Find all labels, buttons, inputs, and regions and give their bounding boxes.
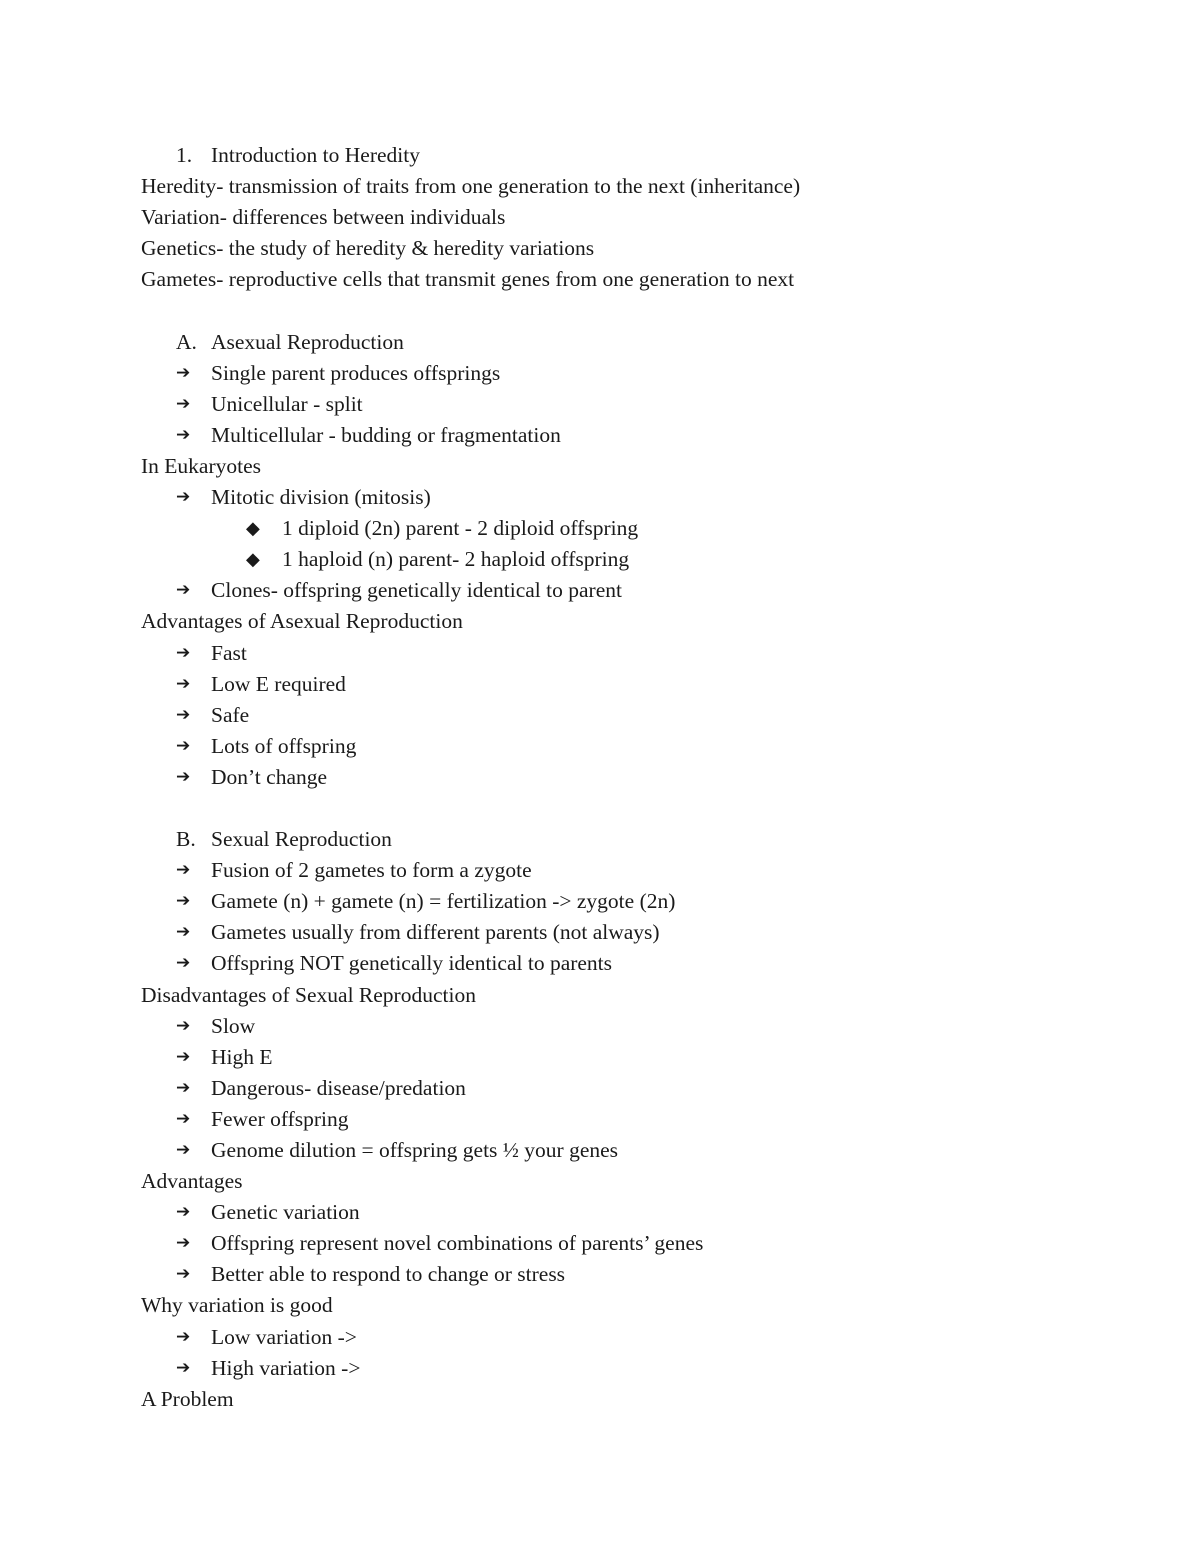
list-item: [0, 762, 1200, 793]
list-item: [0, 1073, 1200, 1104]
list-item: [0, 1135, 1200, 1166]
arrow-bullet-icon: ➔: [176, 1077, 191, 1098]
arrow-bullet-icon: ➔: [176, 1046, 191, 1067]
list-item-text: Mitotic division (mitosis): [211, 485, 431, 510]
arrow-bullet-icon: ➔: [176, 735, 191, 756]
list-item: [0, 917, 1200, 948]
arrow-bullet-icon: ➔: [176, 891, 191, 912]
arrow-bullet-icon: ➔: [176, 766, 191, 787]
list-item-text: Single parent produces offsprings: [211, 360, 501, 385]
list-item-text: High E: [211, 1044, 273, 1069]
list-item: [0, 1042, 1200, 1073]
arrow-bullet-icon: ➔: [176, 1264, 191, 1285]
text-line: Variation- differences between individuals: [141, 205, 506, 230]
arrow-bullet-icon: ➔: [176, 1326, 191, 1347]
list-item-text: 1 haploid (n) parent- 2 haploid offspring: [282, 547, 630, 572]
list-item-text: Introduction to Heredity: [211, 143, 420, 167]
list-item-text: Asexual Reproduction: [211, 329, 404, 354]
text-line: Gametes- reproductive cells that transmit genes from one generation to next: [141, 267, 795, 292]
list-item-text: Low E required: [211, 671, 346, 696]
list-item-text: Fusion of 2 gametes to form a zygote: [211, 858, 532, 883]
text-line: Advantages: [141, 1169, 243, 1194]
list-item: [0, 575, 1200, 606]
arrow-bullet-icon: ➔: [176, 953, 191, 974]
arrow-bullet-icon: ➔: [176, 673, 191, 694]
list-item: [0, 482, 1200, 513]
list-item: [0, 855, 1200, 886]
text-line: Why variation is good: [141, 1293, 333, 1318]
arrow-bullet-icon: ➔: [176, 1140, 191, 1160]
arrow-bullet-icon: ➔: [176, 1202, 191, 1223]
list-item-text: Unicellular - split: [211, 391, 363, 416]
blank-line: [0, 793, 1200, 824]
list-item-text: Gamete (n) + gamete (n) = fertilization -> zygote (2n): [211, 889, 676, 914]
text-line: In Eukaryotes: [141, 453, 262, 478]
list-item-text: Slow: [211, 1013, 256, 1038]
blank-line: [0, 295, 1200, 326]
list-item-text: Safe: [211, 702, 250, 727]
arrow-bullet-icon: ➔: [176, 580, 191, 601]
arrow-bullet-icon: ➔: [176, 704, 191, 725]
diamond-bullet-icon: ◆: [246, 549, 260, 570]
list-item-text: Low variation ->: [211, 1324, 357, 1349]
list-item: [0, 1353, 1200, 1384]
list-item: [0, 513, 1200, 544]
section-heading: [0, 140, 1200, 171]
list-item-text: Gametes usually from different parents (not always): [211, 920, 660, 945]
arrow-bullet-icon: ➔: [176, 393, 191, 414]
list-item-text: Clones- offspring genetically identical to parent: [211, 578, 622, 603]
list-item: [0, 544, 1200, 575]
list-number: A.: [176, 329, 197, 354]
list-item: [0, 1259, 1200, 1290]
list-item: [0, 638, 1200, 669]
text-line: A Problem: [141, 1386, 234, 1411]
list-item-text: Genetic variation: [211, 1200, 360, 1225]
list-item: [0, 700, 1200, 731]
arrow-bullet-icon: ➔: [176, 642, 191, 663]
arrow-bullet-icon: ➔: [176, 487, 191, 508]
list-item-text: Multicellular - budding or fragmentation: [211, 422, 561, 447]
text-line: Heredity- transmission of traits from one generation to the next (inheritance): [141, 174, 801, 199]
arrow-bullet-icon: ➔: [176, 424, 191, 445]
list-number: 1.: [176, 143, 193, 167]
list-item-text: Lots of offspring: [211, 733, 357, 758]
list-item-text: Don’t change: [211, 764, 328, 789]
list-item-text: Fewer offspring: [211, 1106, 349, 1131]
document-body: [0, 140, 1200, 1415]
section-heading: [0, 327, 1200, 358]
arrow-bullet-icon: ➔: [176, 1108, 191, 1129]
section-heading: [0, 824, 1200, 855]
text-line: Disadvantages of Sexual Reproduction: [141, 982, 476, 1007]
list-item: [0, 1011, 1200, 1042]
list-item: [0, 358, 1200, 389]
list-item: [0, 389, 1200, 420]
list-number: B.: [176, 827, 196, 852]
list-item-text: Offspring represent novel combinations of parents’ genes: [211, 1231, 704, 1256]
list-item: [0, 1197, 1200, 1228]
list-item: [0, 1104, 1200, 1135]
list-item: [0, 669, 1200, 700]
list-item: [0, 1322, 1200, 1353]
list-item-text: High variation ->: [211, 1355, 361, 1380]
arrow-bullet-icon: ➔: [176, 860, 191, 881]
list-item: [0, 731, 1200, 762]
list-item-text: 1 diploid (2n) parent - 2 diploid offspring: [282, 516, 639, 541]
list-item: [0, 948, 1200, 979]
arrow-bullet-icon: ➔: [176, 1357, 191, 1378]
list-item-text: Fast: [211, 640, 247, 665]
text-line: Advantages of Asexual Reproduction: [141, 609, 463, 634]
list-item-text: Genome dilution = offspring gets ½ your genes: [211, 1138, 619, 1162]
arrow-bullet-icon: ➔: [176, 922, 191, 943]
list-item-text: Sexual Reproduction: [211, 827, 392, 852]
list-item: [0, 1228, 1200, 1259]
arrow-bullet-icon: ➔: [176, 1233, 191, 1254]
arrow-bullet-icon: ➔: [176, 1015, 191, 1036]
text-line: Genetics- the study of heredity & heredity variations: [141, 236, 595, 261]
diamond-bullet-icon: ◆: [246, 518, 260, 539]
list-item: [0, 886, 1200, 917]
list-item-text: Better able to respond to change or stress: [211, 1262, 566, 1287]
list-item-text: Offspring NOT genetically identical to parents: [211, 951, 613, 976]
arrow-bullet-icon: ➔: [176, 362, 191, 383]
list-item-text: Dangerous- disease/predation: [211, 1075, 466, 1100]
list-item: [0, 420, 1200, 451]
